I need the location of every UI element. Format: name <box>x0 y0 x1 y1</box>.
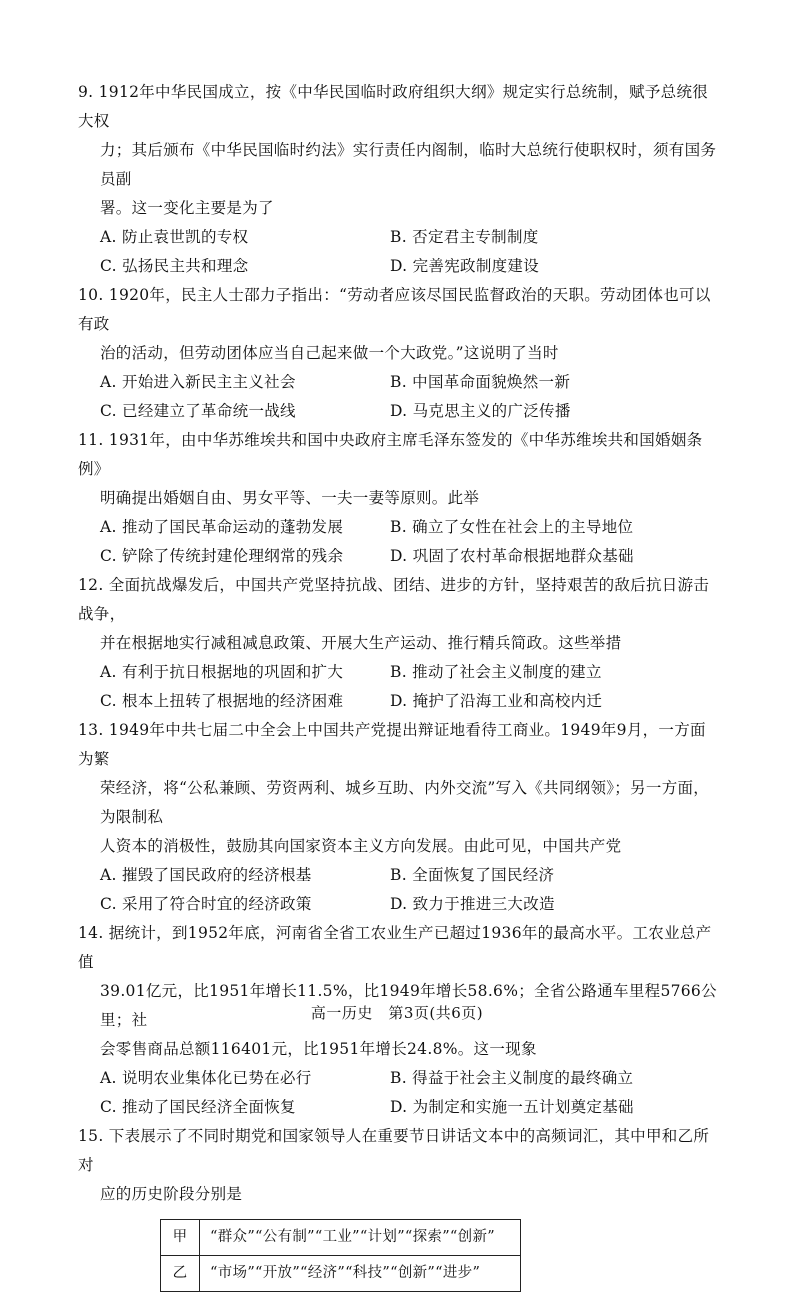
question-10-line-2: 治的活动，但劳动团体应当自己起来做一个大政党。”这说明了当时 <box>100 344 559 362</box>
question-10-options <box>78 368 718 426</box>
question-11-line-2: 明确提出婚姻自由、男女平等、一夫一妻等原则。此举 <box>100 489 480 507</box>
question-11-option-a: A. 推动了国民革命运动的蓬勃发展 <box>100 518 344 536</box>
question-14-option-c: C. 推动了国民经济全面恢复 <box>100 1098 296 1116</box>
question-10-option-d: D. 马克思主义的广泛传播 <box>390 402 571 420</box>
question-14-line-3: 会零售商品总额116401元，比1951年增长24.8%。这一现象 <box>100 1040 537 1058</box>
question-9-option-b: B. 否定君主专制制度 <box>390 228 539 246</box>
question-13-option-a: A. 摧毁了国民政府的经济根基 <box>100 866 312 884</box>
question-12-option-a: A. 有利于抗日根据地的巩固和扩大 <box>100 663 344 681</box>
question-11 <box>78 426 718 571</box>
question-9-option-a: A. 防止袁世凯的专权 <box>100 228 249 246</box>
question-15-line-1: 15. 下表展示了不同时期党和国家领导人在重要节日讲话文本中的高频词汇，其中甲和乙所对 <box>78 1127 710 1174</box>
question-9-line-2: 力；其后颁布《中华民国临时约法》实行责任内阁制，临时大总统行使职权时，须有国务员副 <box>100 141 717 188</box>
table-row <box>161 1256 521 1292</box>
question-9-option-d: D. 完善宪政制度建设 <box>390 257 540 275</box>
question-10-option-b: B. 中国革命面貌焕然一新 <box>390 373 571 391</box>
question-10-line-1: 10. 1920年，民主人士邵力子指出：“劳动者应该尽国民监督政治的天职。劳动团体也可以有政 <box>78 286 711 333</box>
question-13 <box>78 716 718 919</box>
question-13-option-b: B. 全面恢复了国民经济 <box>390 866 555 884</box>
question-10-option-a: A. 开始进入新民主主义社会 <box>100 373 296 391</box>
question-14-option-b: B. 得益于社会主义制度的最终确立 <box>390 1069 634 1087</box>
question-14-options <box>78 1064 718 1122</box>
question-12 <box>78 571 718 716</box>
question-14-option-a: A. 说明农业集体化已势在必行 <box>100 1069 312 1087</box>
question-10-option-c: C. 已经建立了革命统一战线 <box>100 402 296 420</box>
question-12-line-1: 12. 全面抗战爆发后，中国共产党坚持抗战、团结、进步的方针，坚持艰苦的敌后抗日游击战争， <box>78 576 710 623</box>
table-row-words-jia: “群众”“公有制”“工业”“计划”“探索”“创新” <box>200 1220 521 1256</box>
question-11-option-c: C. 铲除了传统封建伦理纲常的残余 <box>100 547 344 565</box>
question-12-option-d: D. 掩护了沿海工业和高校内迁 <box>390 692 603 710</box>
question-12-option-b: B. 推动了社会主义制度的建立 <box>390 663 602 681</box>
question-13-options <box>78 861 718 919</box>
question-9-options <box>78 223 718 281</box>
exam-page <box>78 78 718 1292</box>
question-12-options <box>78 658 718 716</box>
table-row-key-yi: 乙 <box>161 1256 200 1292</box>
question-11-line-1: 11. 1931年，由中华苏维埃共和国中央政府主席毛泽东签发的《中华苏维埃共和国婚姻条例》 <box>78 431 703 478</box>
table-row <box>161 1220 521 1256</box>
question-14-option-d: D. 为制定和实施一五计划奠定基础 <box>390 1098 634 1116</box>
question-15-line-2: 应的历史阶段分别是 <box>100 1185 243 1203</box>
question-14-line-2: 39.01亿元，比1951年增长11.5%，比1949年增长58.6%；全省公路通车里程5766公里；社 <box>100 982 717 1029</box>
question-12-line-2: 并在根据地实行减租减息政策、开展大生产运动、推行精兵简政。这些举措 <box>100 634 622 652</box>
question-10 <box>78 281 718 426</box>
table-row-key-jia: 甲 <box>161 1220 200 1256</box>
question-11-option-d: D. 巩固了农村革命根据地群众基础 <box>390 547 634 565</box>
page-footer: 高一历史 第3页(共6页) <box>310 1004 484 1022</box>
question-13-line-1: 13. 1949年中共七届二中全会上中国共产党提出辩证地看待工商业。1949年9月，一方面为繁 <box>78 721 706 768</box>
high-frequency-words-table <box>160 1219 521 1292</box>
table-row-words-yi: “市场”“开放”“经济”“科技”“创新”“进步” <box>200 1256 521 1292</box>
question-9-line-3: 署。这一变化主要是为了 <box>100 199 274 217</box>
question-11-options <box>78 513 718 571</box>
question-9 <box>78 78 718 281</box>
question-13-option-d: D. 致力于推进三大改造 <box>390 895 555 913</box>
question-11-option-b: B. 确立了女性在社会上的主导地位 <box>390 518 634 536</box>
question-13-line-3: 人资本的消极性，鼓励其向国家资本主义方向发展。由此可见，中国共产党 <box>100 837 622 855</box>
question-13-line-2: 荣经济，将“公私兼顾、劳资两利、城乡互助、内外交流”写入《共同纲领》；另一方面，为限制私 <box>100 779 710 826</box>
question-15 <box>78 1122 718 1292</box>
question-14-line-1: 14. 据统计，到1952年底，河南省全省工农业生产已超过1936年的最高水平。工农业总产值 <box>78 924 712 971</box>
question-13-option-c: C. 采用了符合时宜的经济政策 <box>100 895 312 913</box>
question-9-line-1: 9. 1912年中华民国成立，按《中华民国临时政府组织大纲》规定实行总统制，赋予总统很大权 <box>78 83 709 130</box>
question-9-option-c: C. 弘扬民主共和理念 <box>100 257 249 275</box>
question-12-option-c: C. 根本上扭转了根据地的经济困难 <box>100 692 344 710</box>
